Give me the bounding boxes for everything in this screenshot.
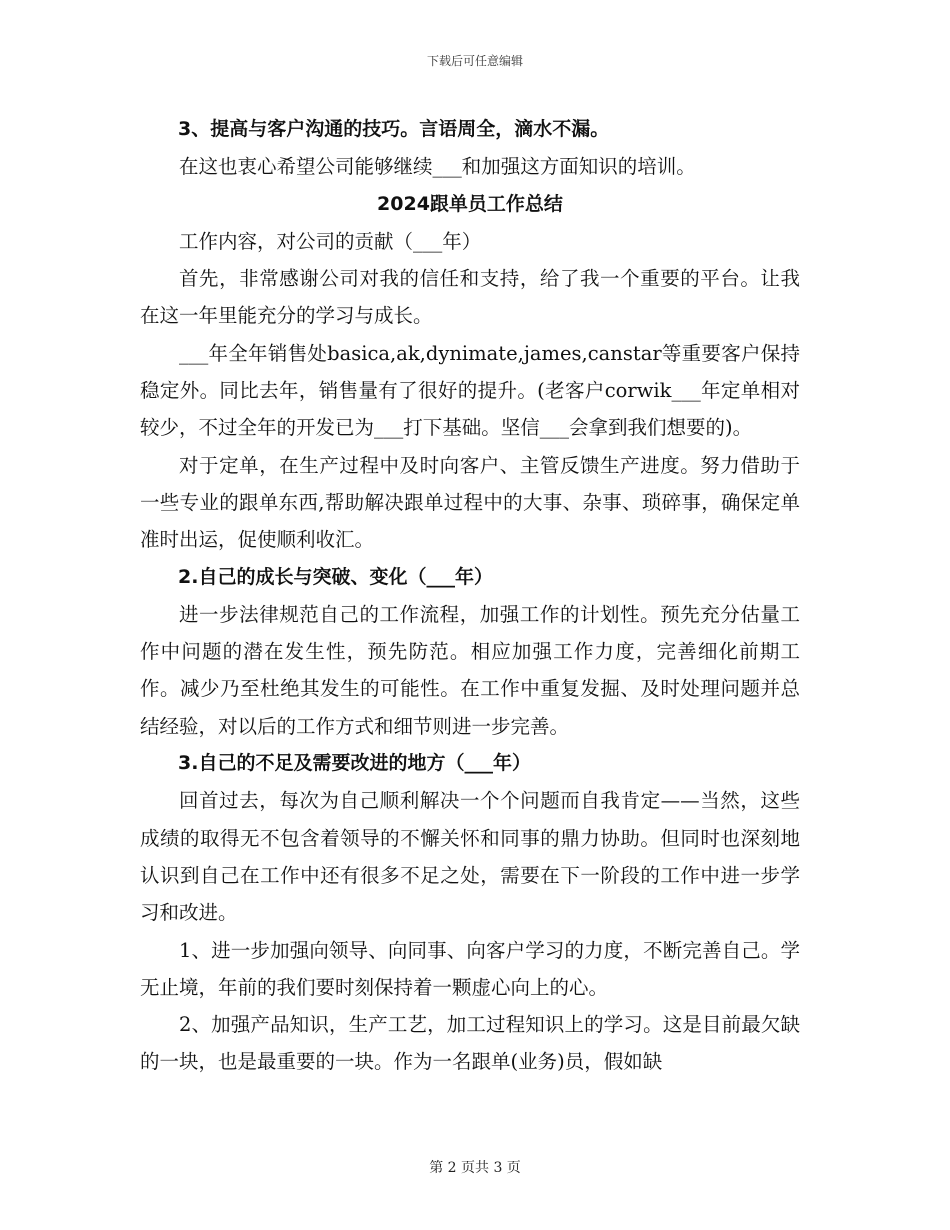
section-heading: 2.自己的成长与突破、变化（___年）	[178, 565, 493, 588]
paragraph: 1、进一步加强向领导、向同事、向客户学习的力度，不断完善自己。学无止境，年前的我们要时刻保持着一颗虚心向上的心。	[140, 938, 800, 999]
paragraph: 对于定单，在生产过程中及时向客户、主管反馈生产进度。努力借助于一些专业的跟单东西,帮助解决跟单过程中的大事、杂事、琐碎事，确保定单准时出运，促使顺利收汇。	[140, 453, 800, 552]
paragraph: 在这也衷心希望公司能够继续___和加强这方面知识的培训。	[179, 155, 696, 179]
paragraph: 进一步法律规范自己的工作流程，加强工作的计划性。预先充分估量工作中问题的潜在发生性，预先防范。相应加强工作力度，完善细化前期工作。减少乃至杜绝其发生的可能性。在工作中重复发掘、及时处理问题并总结经验，对以后的工作方式和细节则进一步完善。	[140, 602, 800, 738]
section-heading: 3.自己的不足及需要改进的地方（___年）	[178, 752, 531, 775]
page-footer: 第 2 页共 3 页	[429, 1160, 521, 1176]
paragraph: ___年全年销售处basica,ak,dynimate,james,canstar等重要客户保持稳定外。同比去年，销售量有了很好的提升。(老客户corwik___年定单相对较少，不过全年的开发已为___打下基础。坚信___会拿到我们想要的)。	[140, 341, 800, 440]
paragraph: 工作内容，对公司的贡献（___年）	[179, 229, 482, 253]
paragraph: 3、提高与客户沟通的技巧。言语周全，滴水不漏。	[178, 118, 610, 140]
document-title: 2024跟单员工作总结	[377, 192, 563, 215]
paragraph: 2、加强产品知识，生产工艺，加工过程知识上的学习。这是目前最欠缺的一块，也是最重要的一块。作为一名跟单(业务)员，假如缺	[140, 1013, 800, 1074]
paragraph: 首先，非常感谢公司对我的信任和支持，给了我一个重要的平台。让我在这一年里能充分的学习与成长。	[140, 267, 800, 328]
document-body	[140, 111, 800, 1081]
page-header: 下载后可任意编辑	[426, 54, 523, 68]
paragraph: 回首过去，每次为自己顺利解决一个个问题而自我肯定——当然，这些成绩的取得无不包含着领导的不懈关怀和同事的鼎力协助。但同时也深刻地认识到自己在工作中还有很多不足之处，需要在下一阶段的工作中进一步学习和改进。	[140, 789, 800, 925]
